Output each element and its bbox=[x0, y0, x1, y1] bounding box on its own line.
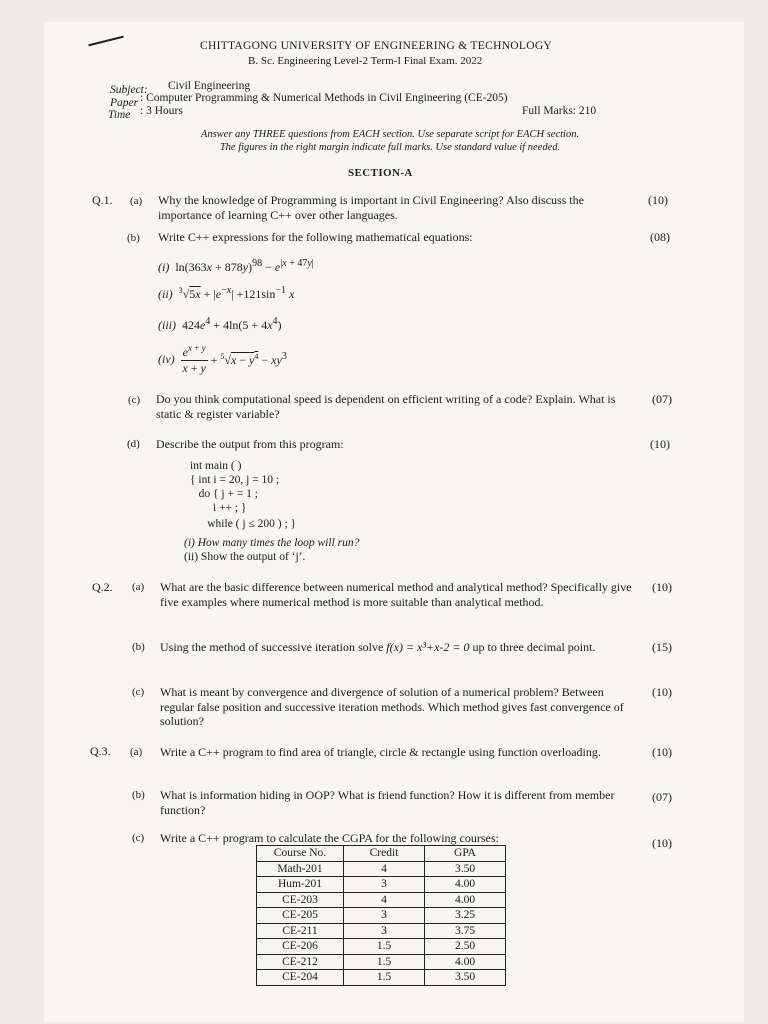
equation-i: (i) $\ln(363x + 878y)^{98} - e^{|x + 47y|}$ bbox=[158, 258, 314, 274]
subject-label: Subject: bbox=[110, 84, 148, 96]
q2b-label: (b) bbox=[132, 641, 145, 653]
q1-number: Q.1. bbox=[92, 193, 113, 207]
table-row bbox=[257, 877, 506, 893]
q1a-label: (a) bbox=[130, 195, 143, 207]
course-cell: Math-201 bbox=[257, 861, 344, 877]
column-header: Course No. bbox=[257, 846, 344, 862]
table-row bbox=[257, 970, 506, 986]
paper-value: : Computer Programming & Numerical Methods in Civil Engineering (CE-205) bbox=[140, 92, 508, 104]
code-line-3: do { j + = 1 ; bbox=[190, 488, 259, 500]
q2a-marks: (10) bbox=[652, 580, 672, 594]
course-cell: CE-204 bbox=[257, 970, 344, 986]
table-row bbox=[257, 908, 506, 924]
instruction-line-2: The figures in the right margin indicate full marks. Use standard value if needed. bbox=[219, 142, 561, 153]
equation-ii: (ii) $^3√5x + |e^{-x}| +121\sin^{-1}$ x bbox=[158, 285, 295, 301]
q3a-marks: (10) bbox=[652, 745, 672, 759]
q3a-text: Write a C++ program to find area of triangle, circle & rectangle using function overloading. bbox=[160, 745, 601, 759]
q1a-text: Why the knowledge of Programming is important in Civil Engineering? Also discuss the importance of learning C++ over other languages. bbox=[158, 193, 584, 222]
q2a-label: (a) bbox=[132, 581, 145, 593]
credit-cell: 1.5 bbox=[344, 970, 425, 986]
q3c-text: Write a C++ program to calculate the CGPA for the following courses: bbox=[160, 831, 499, 845]
q1d-label: (d) bbox=[127, 438, 140, 450]
university-name: CHITTAGONG UNIVERSITY OF ENGINEERING & TECHNOLOGY bbox=[200, 40, 553, 52]
q1b-marks: (08) bbox=[650, 230, 670, 244]
column-header: GPA bbox=[425, 846, 506, 862]
table-row bbox=[257, 923, 506, 939]
gpa-cell: 3.50 bbox=[425, 970, 506, 986]
table-header-row bbox=[257, 846, 506, 862]
course-cell: CE-211 bbox=[257, 923, 344, 939]
gpa-cell: 3.25 bbox=[425, 908, 506, 924]
q1a-marks: (10) bbox=[648, 193, 668, 207]
code-line-2: { int i = 20, j = 10 ; bbox=[190, 474, 280, 486]
exam-title: B. Sc. Engineering Level-2 Term-I Final Exam. 2022 bbox=[248, 55, 483, 67]
code-line-4: i ++ ; } bbox=[190, 502, 247, 514]
time-label: Time bbox=[108, 109, 131, 121]
q1b-text: Write C++ expressions for the following mathematical equations: bbox=[158, 230, 473, 244]
table-row bbox=[257, 892, 506, 908]
paper-label: Paper bbox=[110, 97, 139, 109]
column-header: Credit bbox=[344, 846, 425, 862]
gpa-cell: 3.50 bbox=[425, 861, 506, 877]
credit-cell: 3 bbox=[344, 923, 425, 939]
q1d-text: Describe the output from this program: bbox=[156, 437, 344, 451]
credit-cell: 3 bbox=[344, 877, 425, 893]
q2c-label: (c) bbox=[132, 686, 145, 698]
credit-cell: 4 bbox=[344, 861, 425, 877]
q3c-marks: (10) bbox=[652, 836, 672, 850]
gpa-cell: 2.50 bbox=[425, 939, 506, 955]
equation-iii: (iii) $424e^4 + 4\ln(5 + 4x^4)$ bbox=[158, 316, 282, 332]
instruction-line-1: Answer any THREE questions from EACH section. Use separate script for EACH section. bbox=[200, 129, 580, 140]
course-cell: CE-203 bbox=[257, 892, 344, 908]
time-value: : 3 Hours bbox=[140, 105, 183, 117]
course-cell: Hum-201 bbox=[257, 877, 344, 893]
full-marks: Full Marks: 210 bbox=[522, 105, 597, 117]
table-row bbox=[257, 861, 506, 877]
subject-value: Civil Engineering bbox=[168, 80, 251, 92]
gpa-cell: 4.00 bbox=[425, 877, 506, 893]
table-row bbox=[257, 954, 506, 970]
q1c-label: (c) bbox=[128, 394, 141, 406]
q1b-label: (b) bbox=[127, 232, 140, 244]
code-line-1: int main ( ) bbox=[190, 460, 242, 472]
section-title: SECTION-A bbox=[348, 167, 413, 179]
table-row bbox=[257, 939, 506, 955]
q2a-text: What are the basic difference between numerical method and analytical method? Specifically give five examples where numerical method is more suitable than analytical method. bbox=[160, 580, 632, 609]
course-cell: CE-212 bbox=[257, 954, 344, 970]
q1c-text: Do you think computational speed is dependent on efficient writing of a code? Explain. What is static & register variable? bbox=[156, 392, 616, 421]
q1d-sub-1: (i) How many times the loop will run? bbox=[184, 537, 360, 549]
q3-number: Q.3. bbox=[90, 744, 111, 758]
q3a-label: (a) bbox=[130, 746, 143, 758]
credit-cell: 4 bbox=[344, 892, 425, 908]
q2b-text: Using the method of successive iteration solve f(x) = x³+x-2 = 0 up to three decimal point. bbox=[160, 640, 596, 654]
q3b-marks: (07) bbox=[652, 790, 672, 804]
credit-cell: 1.5 bbox=[344, 954, 425, 970]
q3b-text: What is information hiding in OOP? What is friend function? How it is different from member function? bbox=[160, 788, 615, 817]
equation-iv: (iv) $\frac{e^{x + y}}{x + y}$ + $^5√x - y^4 - xy^3$ bbox=[158, 343, 287, 375]
q1d-sub-2: (ii) Show the output of ‘j’. bbox=[184, 551, 306, 563]
gpa-cell: 3.75 bbox=[425, 923, 506, 939]
q2-number: Q.2. bbox=[92, 580, 113, 594]
course-cell: CE-206 bbox=[257, 939, 344, 955]
q3c-label: (c) bbox=[132, 832, 145, 844]
q1d-marks: (10) bbox=[650, 437, 670, 451]
credit-cell: 3 bbox=[344, 908, 425, 924]
q2c-marks: (10) bbox=[652, 685, 672, 699]
course-cell: CE-205 bbox=[257, 908, 344, 924]
code-line-5: while ( j ≤ 200 ) ; } bbox=[190, 518, 297, 530]
gpa-cell: 4.00 bbox=[425, 892, 506, 908]
cgpa-table bbox=[256, 845, 506, 986]
q1c-marks: (07) bbox=[652, 392, 672, 406]
gpa-cell: 4.00 bbox=[425, 954, 506, 970]
q2b-marks: (15) bbox=[652, 640, 672, 654]
q2c-text: What is meant by convergence and divergence of solution of a numerical problem? Between regular false position and successive iteration methods. Which method gives fast convergence of solution? bbox=[160, 685, 624, 728]
q3b-label: (b) bbox=[132, 789, 145, 801]
credit-cell: 1.5 bbox=[344, 939, 425, 955]
